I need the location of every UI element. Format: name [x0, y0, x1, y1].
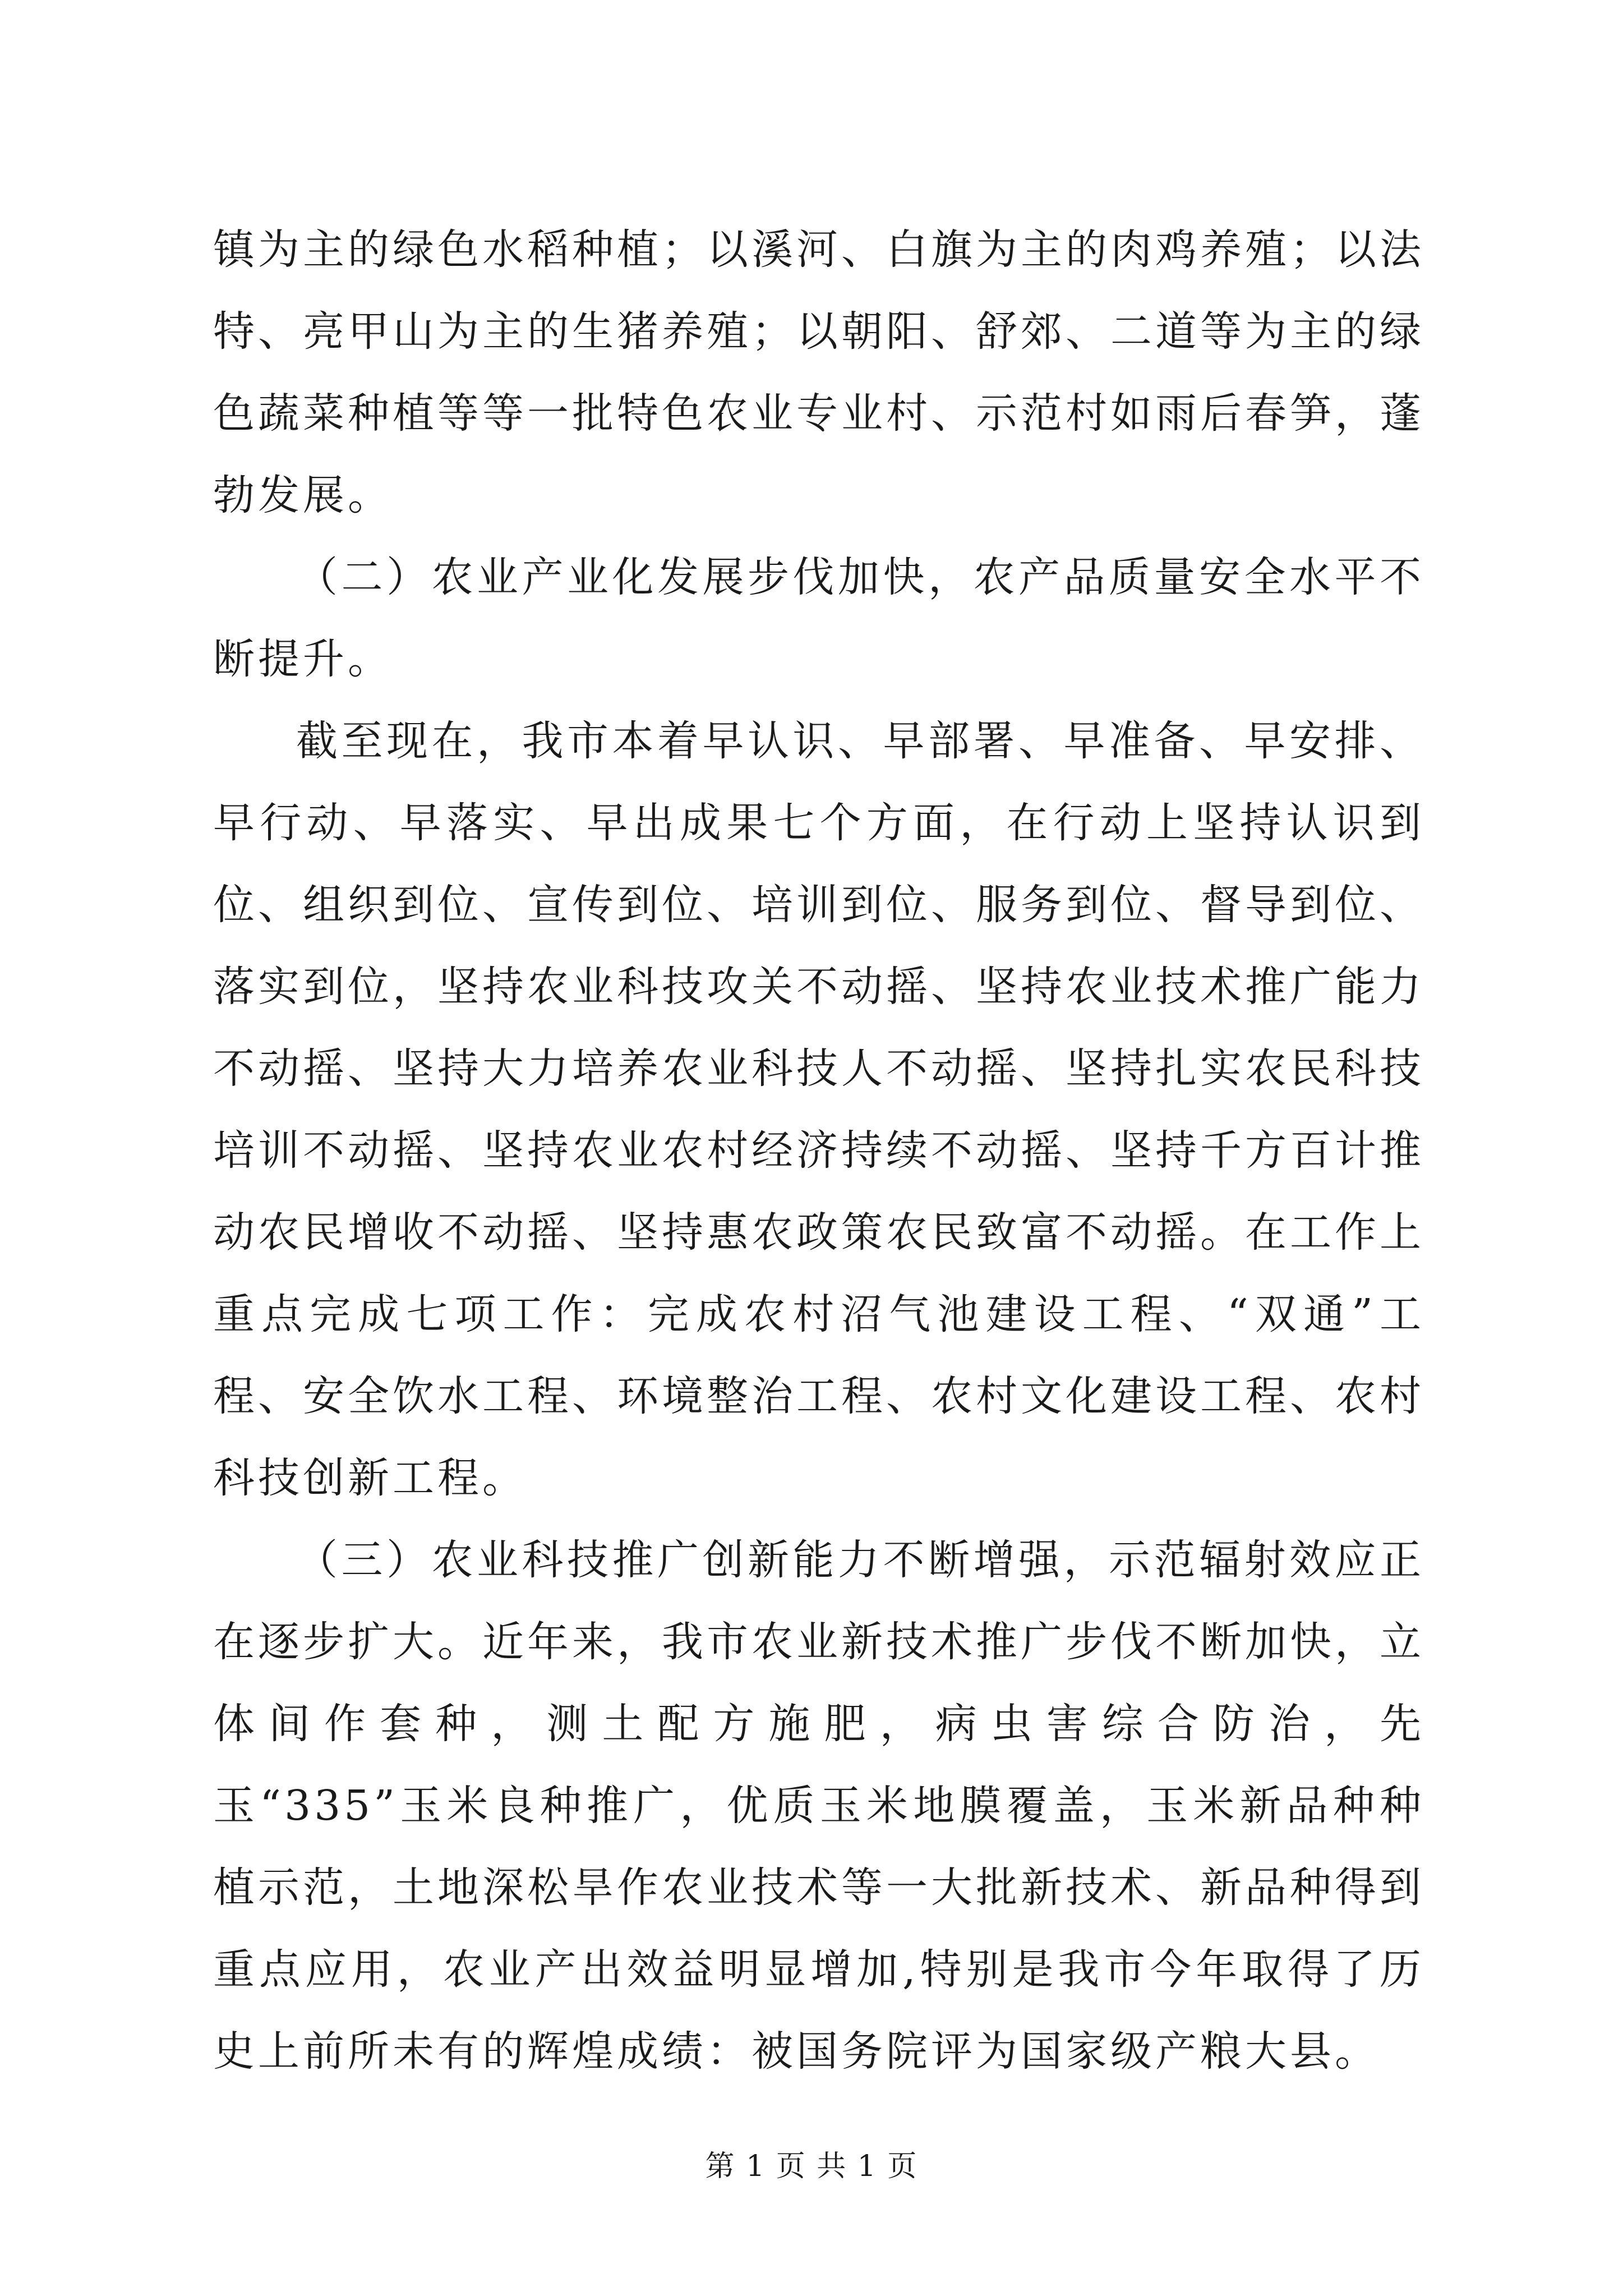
- section-heading-two: （二）农业产业化发展步伐加快，农产品质量安全水平不断提升。: [213, 553, 1424, 683]
- section-heading-three: （三）农业科技推广创新能力不断增强，示范辐射效应正在逐步扩大。近年来，我市农业新技术推广步伐不断加快，立体间作套种，测土配方施肥，病虫害综合防治，先玉“335”玉米良种推广，优质玉米地膜覆盖，玉米新品种种植示范，土地深松旱作农业技术等一大批新技术、新品种得到重点应用，农业产出效益明显增加,特别是我市今年取得了历史上前所未有的辉煌成绩：被国务院评为国家级产粮大县。: [213, 1536, 1424, 2076]
- body-text: [213, 209, 1424, 2092]
- paragraph-measures: 截至现在，我市本着早认识、早部署、早准备、早安排、早行动、早落实、早出成果七个方面，在行动上坚持认识到位、组织到位、宣传到位、培训到位、服务到位、督导到位、落实到位，坚持农业科技攻关不动摇、坚持农业技术推广能力不动摇、坚持大力培养农业科技人不动摇、坚持扎实农民科技培训不动摇、坚持农业农村经济持续不动摇、坚持千方百计推动农民增收不动摇、坚持惠农政策农民致富不动摇。在工作上重点完成七项工作：完成农村沼气池建设工程、“双通”工程、安全饮水工程、环境整治工程、农村文化建设工程、农村科技创新工程。: [213, 717, 1424, 1502]
- page-footer: 第 1 页 共 1 页: [705, 2150, 918, 2183]
- paragraph-continuation: 镇为主的绿色水稻种植；以溪河、白旗为主的肉鸡养殖；以法特、亮甲山为主的生猪养殖；以朝阳、舒郊、二道等为主的绿色蔬菜种植等等一批特色农业专业村、示范村如雨后春笋，蓬勃发展。: [213, 226, 1424, 519]
